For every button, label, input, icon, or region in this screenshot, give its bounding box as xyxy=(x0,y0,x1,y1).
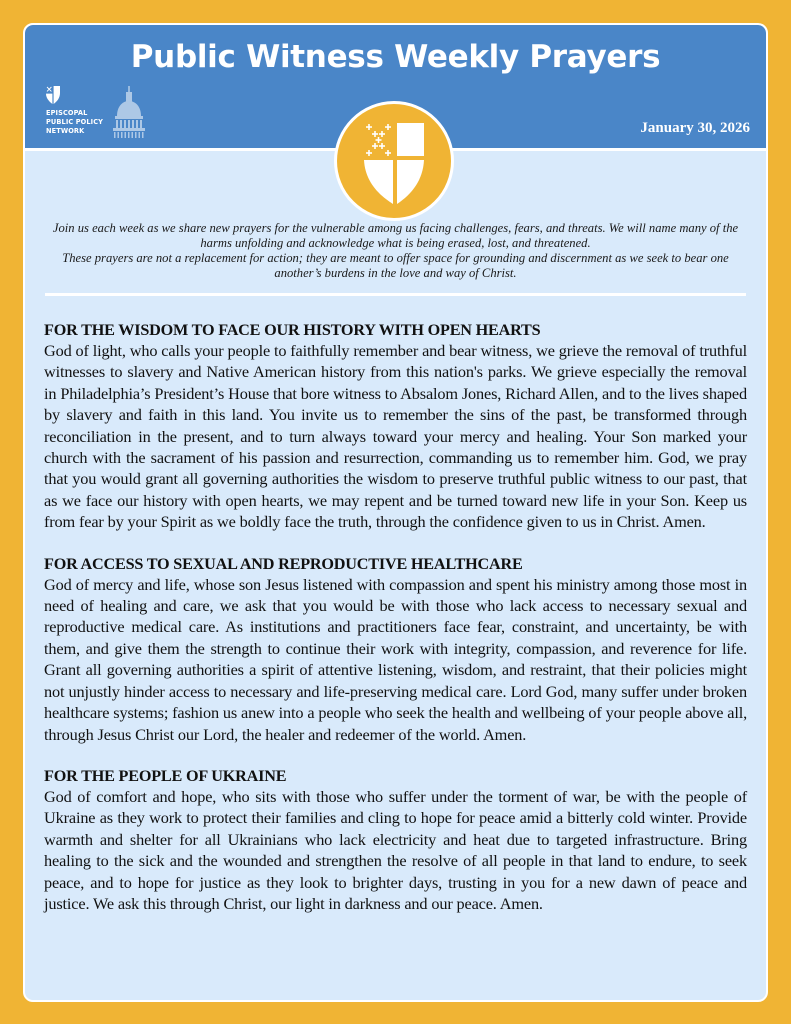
prayer-body: God of light, who calls your people to faithfully remember and bear witness, we grieve the removal of truthful witnesses to slavery and Native American history from this nation's parks. We grieve especially the removal in Philadelphia’s President’s House that bore witness to Absalom Jones, Richard Allen, and to the lives shaped by slavery and faith in this land. You invite us to remember the sins of the past, be transformed through reconciliation in the present, and to turn always toward your mercy and healing. Your Son marked your church with the sacrament of his passion and resurrection, commanding us to remember him. God, we pray that you would grant all governing authorities the wisdom to preserve truthful public witness to our past, that as we face our history with open hearts, we may repent and be turned toward new life in your Son. Keep us from fear by your Spirit as we boldly face the truth, through the confidence given to us in Christ. Amen. xyxy=(44,341,747,532)
intro-text xyxy=(45,221,746,281)
prayer-list xyxy=(44,320,747,935)
organization-logo xyxy=(46,86,156,146)
prayer-heading: FOR ACCESS TO SEXUAL AND REPRODUCTIVE HEALTHCARE xyxy=(44,554,523,573)
page-title: Public Witness Weekly Prayers xyxy=(130,39,661,75)
episcopal-shield-icon xyxy=(46,86,60,109)
prayer-heading: FOR THE PEOPLE OF UKRAINE xyxy=(44,766,287,785)
publication-date: January 30, 2026 xyxy=(640,120,750,136)
prayer-body: God of comfort and hope, who sits with those who suffer under the torment of war, be with the people of Ukraine as they work to protect their families and cling to hope for peace amid a bitterly cold winter. Provide warmth and shelter for all Ukrainians who lack electricity and heat due to targeted infrastructure. Bring healing to the sick and the wounded and strengthen the resolve of all people in that land to endure, to seek peace, and to hope for justice as they look to brighter days, trusting in you for a new dawn of peace and justice. We ask this through Christ, our light in darkness and our peace. Amen. xyxy=(44,786,747,913)
prayer-body: God of mercy and life, whose son Jesus listened with compassion and spent his ministry among those most in need of healing and care, we ask that you would be with those who lack access to necessary sexual and reproductive medical care. As institutions and practitioners face fear, constraint, and uncertainty, be with them, and give them the strength to continue their work with integrity, compassion, and reverence for life. Grant all governing authorities a spirit of attentive listening, wisdom, and restraint, that their policies might not unjustly hinder access to necessary and life-preserving medical care. Lord God, many suffer under broken healthcare systems; fashion us anew into a people who seek the health and wellbeing of your people above all, through Jesus Christ our Lord, the healer and redeemer of the world. Amen. xyxy=(44,574,747,744)
section-divider xyxy=(45,293,746,296)
prayer-section xyxy=(44,766,747,914)
prayer-section xyxy=(44,554,747,745)
prayer-sheet-card xyxy=(23,23,768,1002)
capitol-dome-icon xyxy=(112,86,146,143)
episcopal-shield-emblem-icon xyxy=(334,101,454,221)
organization-name: EPISCOPAL PUBLIC POLICY NETWORK xyxy=(46,109,104,135)
intro-paragraph-1: Join us each week as we share new prayers for the vulnerable among us facing challenges, fears, and threats. We will name many of the harms unfolding and acknowledge what is being erased, lost, and threatened. xyxy=(52,221,739,250)
prayer-section xyxy=(44,320,747,533)
intro-paragraph-2: These prayers are not a replacement for action; they are meant to offer space for grounding and discernment as we seek to bear one another’s burdens in the love and way of Christ. xyxy=(62,251,729,280)
prayer-heading: FOR THE WISDOM TO FACE OUR HISTORY WITH OPEN HEARTS xyxy=(44,321,541,339)
